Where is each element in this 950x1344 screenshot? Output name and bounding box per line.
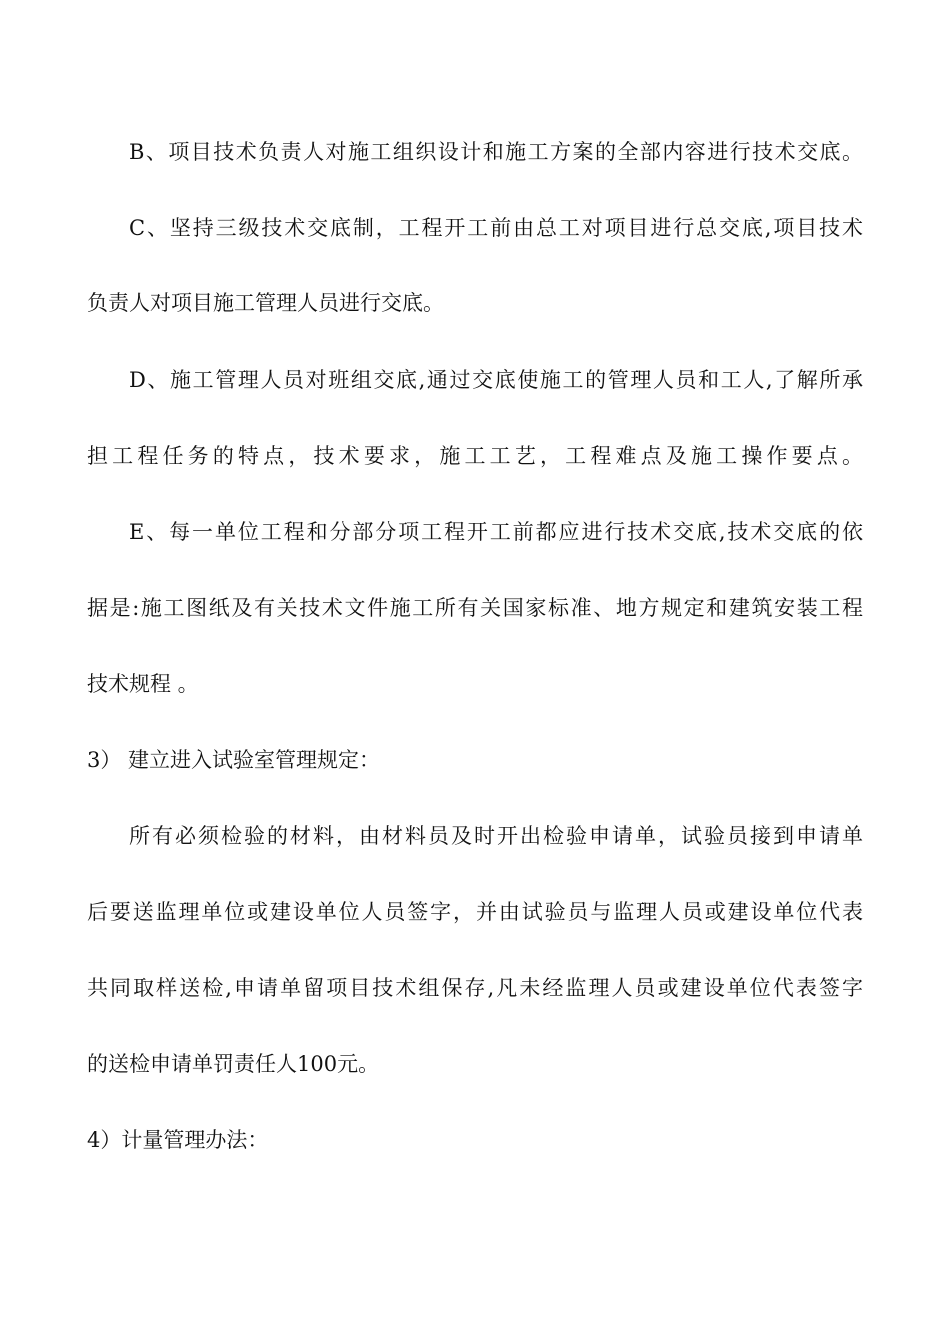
paragraph-e-line-1: E、每一单位工程和分部分项工程开工前都应进行技术交底,技术交底的依: [129, 520, 863, 544]
section-3-paragraph-line-4: 的送检申请单罚责任人100元。: [87, 1052, 380, 1076]
paragraph-b-line-1: B、项目技术负责人对施工组织设计和施工方案的全部内容进行技术交底。: [129, 140, 863, 164]
section-3-paragraph-line-2: 后要送监理单位或建设单位人员签字，并由试验员与监理人员或建设单位代表: [87, 900, 863, 924]
paragraph-e-line-3: 技术规程 。: [87, 672, 199, 696]
section-3-paragraph-line-3: 共同取样送检,申请单留项目技术组保存,凡未经监理人员或建设单位代表签字: [87, 976, 863, 1000]
paragraph-c-line-1: C、坚持三级技术交底制，工程开工前由总工对项目进行总交底,项目技术: [129, 216, 863, 240]
section-4-heading: 4）计量管理办法：: [87, 1128, 269, 1152]
section-3-heading: 3） 建立进入试验室管理规定：: [87, 748, 381, 772]
section-3-paragraph-line-1: 所有必须检验的材料，由材料员及时开出检验申请单，试验员接到申请单: [129, 824, 863, 848]
paragraph-d-line-2: 担工程任务的特点，技术要求，施工工艺，工程难点及施工操作要点。: [87, 444, 863, 468]
paragraph-d-line-1: D、施工管理人员对班组交底,通过交底使施工的管理人员和工人,了解所承: [129, 368, 863, 392]
paragraph-e-line-2: 据是:施工图纸及有关技术文件施工所有关国家标准、地方规定和建筑安装工程: [87, 596, 863, 620]
paragraph-c-line-2: 负责人对项目施工管理人员进行交底。: [87, 291, 444, 315]
